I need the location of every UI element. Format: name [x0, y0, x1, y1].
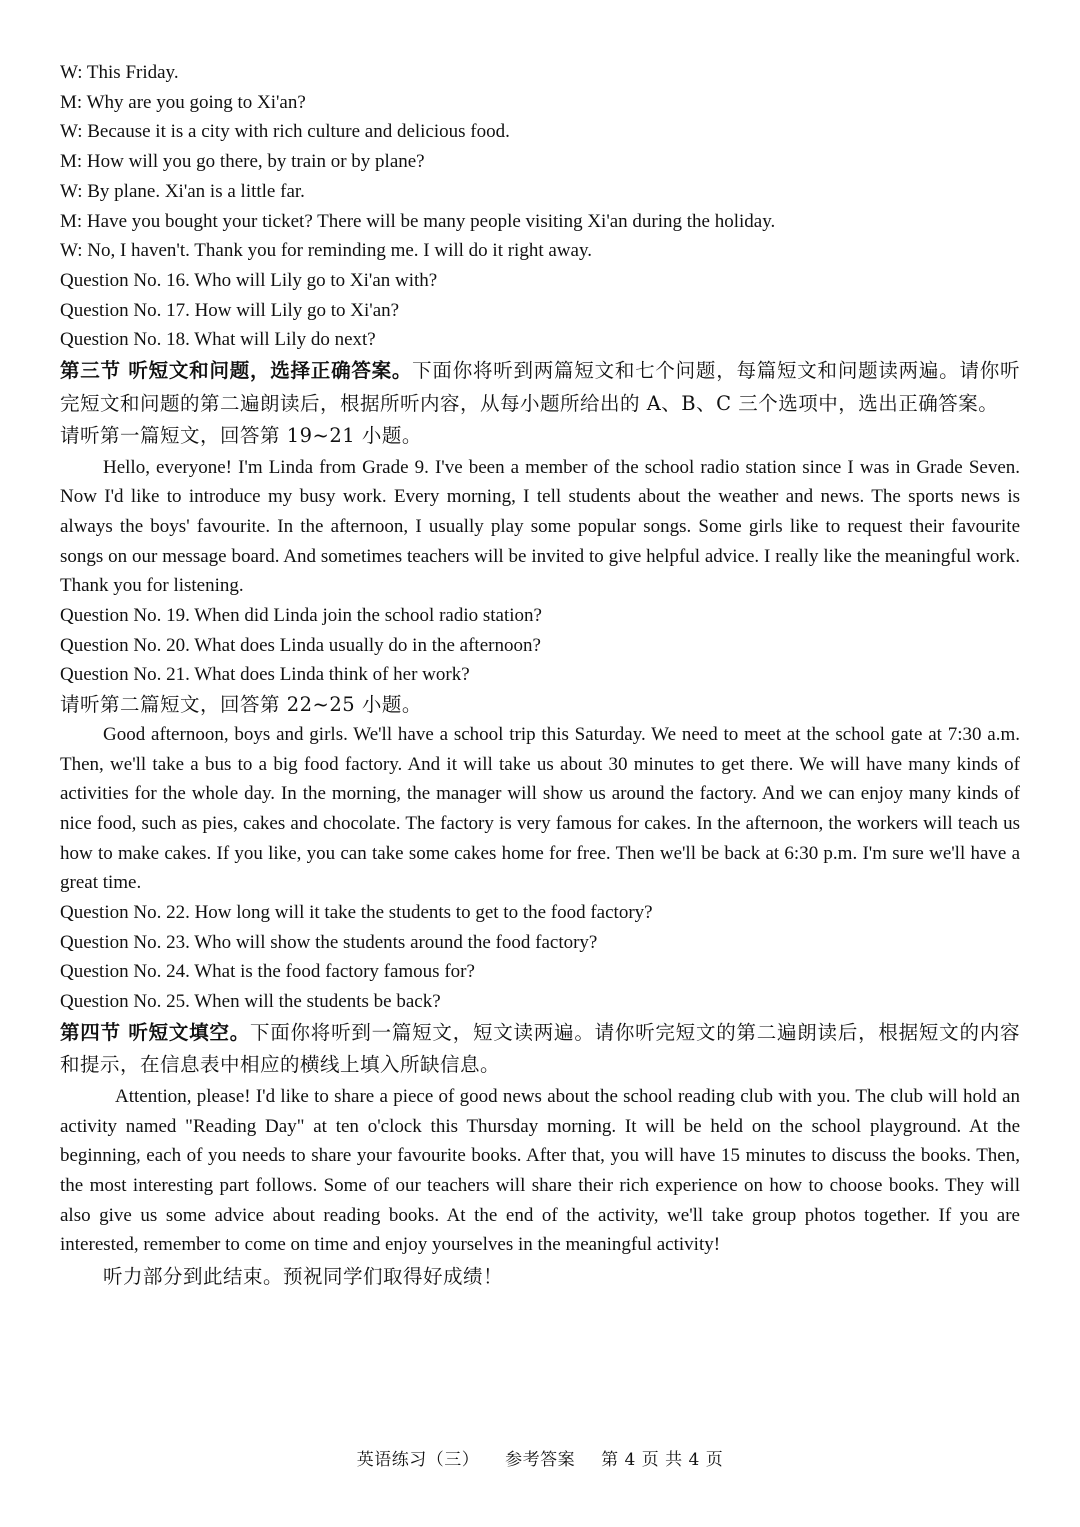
section4-heading	[60, 1017, 1020, 1082]
question-line: Question No. 22. How long will it take the students to get to the food factory?	[60, 902, 653, 924]
dialogue-line: W: This Friday.	[60, 62, 179, 83]
passage2-text: Good afternoon, boys and girls. We'll have a school trip this Saturday. We need to meet at the school gate at 7:30 a.m. Then, we'll take a bus to a big food factory. And it will take us about 30 minutes to get there. We will have many kinds of activities for the whole day. In the morning, the manager will show us around the factory. And we can enjoy many kinds of nice food, such as pies, cakes and chocolate. The factory is very famous for cakes. In the afternoon, the workers will teach us how to make cakes. If you like, you can take some cakes home for free. Then we'll be back at 6:30 p.m. I'm sure we'll have a great time.	[60, 723, 1020, 894]
question-line: Question No. 24. What is the food factory famous for?	[60, 961, 475, 983]
question-line: Question No. 17. How will Lily go to Xi'an?	[60, 299, 400, 321]
page-footer	[0, 1445, 1080, 1470]
passage1-intro: 请听第一篇短文，回答第 19~21 小题。	[60, 424, 422, 448]
section4-passage: Attention, please! I'd like to share a piece of good news about the school reading club with you. The club will hold an activity named "Reading Day" at ten o'clock this Thursday morning. It will be held on the school playground. At the beginning, each of you needs to share your favourite books. After that, you will have 15 minutes to discuss the books. Then, the most interesting part follows. Some of our teachers will share their rich experience on how to choose books. They will also give us some advice about reading books. At the end of the activity, we'll take group photos together. If you are interested, remember to come on time and enjoy yourselves in the meaningful activity!	[60, 1085, 1020, 1256]
section3-instructions: 下面你将听到两篇短文和七个问题，每篇短文和问题读两遍。请你听完短文和问题的第二遍朗读后，根据所听内容，从每小题所给出的 A、B、C 三个选项中，选出正确答案。	[60, 359, 1020, 415]
dialogue-line: M: Have you bought your ticket? There will be many people visiting Xi'an during the holiday.	[60, 210, 776, 232]
question-line: Question No. 21. What does Linda think of her work?	[60, 664, 470, 686]
dialogue-line: M: Why are you going to Xi'an?	[60, 91, 306, 113]
dialogue-line: M: How will you go there, by train or by plane?	[60, 151, 425, 173]
dialogue-line: W: Because it is a city with rich culture and delicious food.	[60, 121, 510, 143]
question-line: Question No. 18. What will Lily do next?	[60, 329, 376, 351]
section4-title: 第四节 听短文填空。	[60, 1020, 250, 1044]
dialogue-line: W: By plane. Xi'an is a little far.	[60, 180, 305, 202]
footer-subtitle: 参考答案	[505, 1450, 576, 1470]
section3-title: 第三节 听短文和问题，选择正确答案。	[60, 359, 413, 383]
footer-page-number: 第 4 页 共 4 页	[601, 1450, 724, 1470]
question-line: Question No. 23. Who will show the students around the food factory?	[60, 931, 598, 953]
section3-heading	[60, 355, 1020, 420]
footer-title: 英语练习（三）	[356, 1450, 480, 1470]
dialogue-line: W: No, I haven't. Thank you for reminding me. I will do it right away.	[60, 240, 592, 262]
question-line: Question No. 20. What does Linda usually do in the afternoon?	[60, 634, 541, 656]
answer-page	[60, 58, 1020, 1294]
passage1-text: Hello, everyone! I'm Linda from Grade 9. I've been a member of the school radio station since I was in Grade Seven. Now I'd like to introduce my busy work. Every morning, I tell students about the weather and news. The sports news is always the boys' favourite. In the afternoon, I usually play some popular songs. Some girls like to request their favourite songs on our message board. And sometimes teachers will be invited to give helpful advice. I really like the meaningful work. Thank you for listening.	[60, 456, 1020, 597]
question-line: Question No. 19. When did Linda join the school radio station?	[60, 605, 542, 627]
closing-line: 听力部分到此结束。预祝同学们取得好成绩！	[103, 1265, 504, 1289]
passage2-intro: 请听第二篇短文，回答第 22~25 小题。	[60, 693, 422, 717]
question-line: Question No. 25. When will the students be back?	[60, 991, 441, 1013]
section4-instructions: 下面你将听到一篇短文，短文读两遍。请你听完短文的第二遍朗读后，根据短文的内容和提示，在信息表中相应的横线上填入所缺信息。	[60, 1020, 1020, 1077]
question-line: Question No. 16. Who will Lily go to Xi'an with?	[60, 269, 438, 291]
